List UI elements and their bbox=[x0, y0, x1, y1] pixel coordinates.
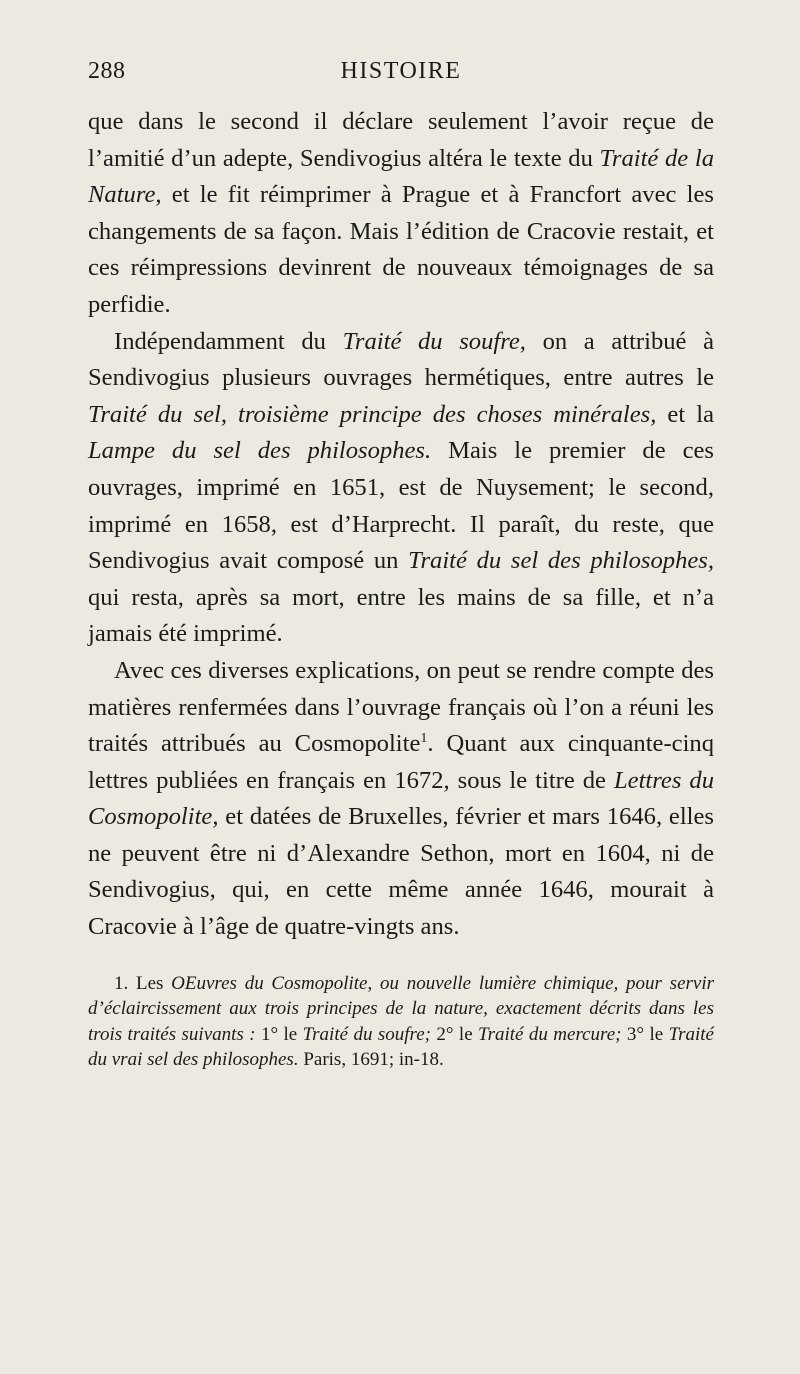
text-run: qui resta, après sa mort, entre les mains de sa fille, et n’a jamais été imprimé. bbox=[88, 583, 714, 648]
text-run: et le fit réimprimer à Prague et à Francfort avec les changements de sa façon. Mais l’édition de Cracovie restait, et ces réimpressions devinrent de nouveaux témoignages de sa perfidie. bbox=[88, 181, 714, 318]
paragraph bbox=[88, 324, 714, 653]
footnote bbox=[88, 971, 714, 1073]
text-run: , bbox=[367, 972, 380, 994]
text-run: 1. Les bbox=[114, 972, 172, 994]
footnotes bbox=[88, 971, 714, 1073]
text-run: que dans le second il déclare seulement l’avoir reçue de l’amitié d’un adepte, Sendivogius altéra le texte du bbox=[88, 108, 714, 172]
italic-title-text: Traité de la Nature, bbox=[88, 144, 714, 209]
italic-title-text: ou nouvelle lumière chimique, pour servir d’éclaircissement aux trois principes de la nature, exactement décrits dans les trois traités suivants : bbox=[88, 972, 715, 1045]
italic-title-text: Lampe du sel des philosophes. bbox=[88, 437, 432, 465]
page-number: 288 bbox=[88, 58, 126, 84]
text-run: Mais le premier de ces ouvrages, imprimé en 1651, est de Nuysement; le second, imprimé en 1658, est d’Harprecht. Il paraît, du reste, que Sendivogius avait composé un bbox=[88, 437, 714, 575]
page-header bbox=[88, 58, 714, 92]
text-run: 1° le bbox=[255, 1023, 303, 1045]
italic-title-text: Traité du soufre; bbox=[302, 1023, 431, 1045]
page-body bbox=[88, 104, 714, 1073]
paragraph bbox=[88, 653, 714, 946]
running-head: HISTOIRE bbox=[340, 58, 462, 84]
footnote-reference: 1 bbox=[420, 730, 428, 746]
italic-title-text: Lettres du Cosmopolite, bbox=[88, 766, 714, 831]
text-run: Paris, 1691; in-18. bbox=[298, 1049, 444, 1071]
paragraph bbox=[88, 104, 714, 324]
text-run: et datées de Bruxelles, février et mars 1646, elles ne peuvent être ni d’Alexandre Sethon, mort en 1604, ni de Sendivogius, qui, en cette même année 1646, mourait à Cracovie à l’âge de quatre-vingts ans. bbox=[88, 803, 714, 941]
italic-title-text: Traité du sel, troisième principe des choses minérales, bbox=[88, 400, 657, 428]
italic-title-text: Traité du soufre, bbox=[342, 327, 526, 355]
text-run: on a attribué à Sendivogius plusieurs ouvrages hermétiques, entre autres le bbox=[88, 327, 714, 392]
italic-title-text: Traité du vrai sel des philosophes. bbox=[88, 1023, 714, 1071]
italic-title-text: Traité du sel des philosophes, bbox=[408, 547, 714, 575]
text-run: Indépendamment du bbox=[114, 327, 343, 355]
italic-title-text: OEuvres du Cosmopolite bbox=[171, 972, 368, 994]
text-run: 2° le bbox=[430, 1023, 479, 1045]
main-text bbox=[88, 104, 714, 946]
italic-title-text: Traité du mercure; bbox=[478, 1023, 622, 1045]
text-run: et la bbox=[656, 400, 714, 428]
text-run: . Quant aux cinquante-cinq lettres publiées en français en 1672, sous le titre de bbox=[88, 730, 714, 794]
text-run: 3° le bbox=[621, 1023, 669, 1045]
text-run: Avec ces diverses explications, on peut se rendre compte des matières renfermées dans l’ouvrage français où l’on a réuni les traités attribués au Cosmopolite bbox=[88, 656, 714, 758]
